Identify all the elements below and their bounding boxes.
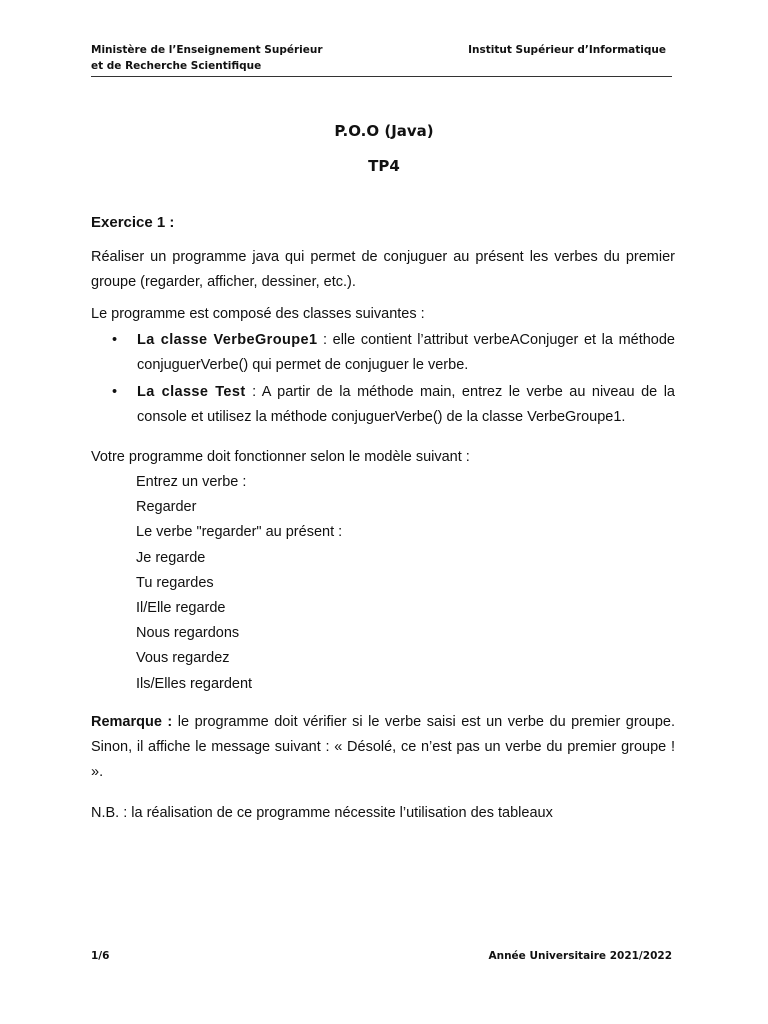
remark-text: le programme doit vérifier si le verbe saisi est un verbe du premier groupe. Sinon, il affiche le message suivant : « Désolé, ce n’est pas un verbe du premier groupe ! ». <box>91 714 675 780</box>
remark <box>91 710 675 785</box>
remark-label: Remarque : <box>91 714 173 730</box>
list-item <box>91 328 675 378</box>
exercise-heading: Exercice 1 : <box>91 214 175 231</box>
classes-intro: Le programme est composé des classes suivantes : <box>91 306 425 322</box>
course-title: P.O.O (Java) <box>334 122 434 140</box>
example-line: Il/Elle regarde <box>136 600 226 617</box>
example-line: Ils/Elles regardent <box>136 675 253 692</box>
ministry-line-2: et de Recherche Scientifique <box>91 60 262 72</box>
class-name: La classe VerbeGroupe1 <box>137 332 318 348</box>
example-line: Je regarde <box>136 549 206 566</box>
console-example <box>136 470 342 697</box>
example-line: Vous regardez <box>136 650 230 667</box>
academic-year: Année Universitaire 2021/2022 <box>488 950 672 962</box>
bullet-icon: • <box>112 332 118 348</box>
class-description: : A partir de la méthode main, entrez le verbe au niveau de la console et utilisez la méthode conjuguerVerbe() de la classe VerbeGroupe1. <box>137 384 675 425</box>
example-line: Le verbe "regarder" au présent : <box>136 524 343 541</box>
tp-title: TP4 <box>368 157 400 175</box>
nb-note: N.B. : la réalisation de ce programme nécessite l’utilisation des tableaux <box>91 805 553 821</box>
bullet-icon: • <box>112 384 118 400</box>
header-divider <box>91 76 672 77</box>
list-item <box>91 380 675 430</box>
example-line: Regarder <box>136 499 197 516</box>
page-number: 1/6 <box>91 950 110 962</box>
class-list <box>91 328 675 432</box>
exercise-intro: Réaliser un programme java qui permet de conjuguer au présent les verbes du premier groupe (regarder, afficher, dessiner, etc.). <box>91 249 675 290</box>
model-intro: Votre programme doit fonctionner selon le modèle suivant : <box>91 449 470 465</box>
header-institute: Institut Supérieur d’Informatique <box>468 44 666 56</box>
example-line: Entrez un verbe : <box>136 474 247 490</box>
class-description: : elle contient l’attribut verbeAConjuger et la méthode conjuguerVerbe() qui permet de conjuguer le verbe. <box>137 332 675 373</box>
example-line: Nous regardons <box>136 625 240 642</box>
class-name: La classe Test <box>137 384 246 400</box>
example-line: Tu regardes <box>136 574 214 591</box>
header-ministry <box>91 42 323 74</box>
ministry-line-1: Ministère de l’Enseignement Supérieur <box>91 44 323 56</box>
